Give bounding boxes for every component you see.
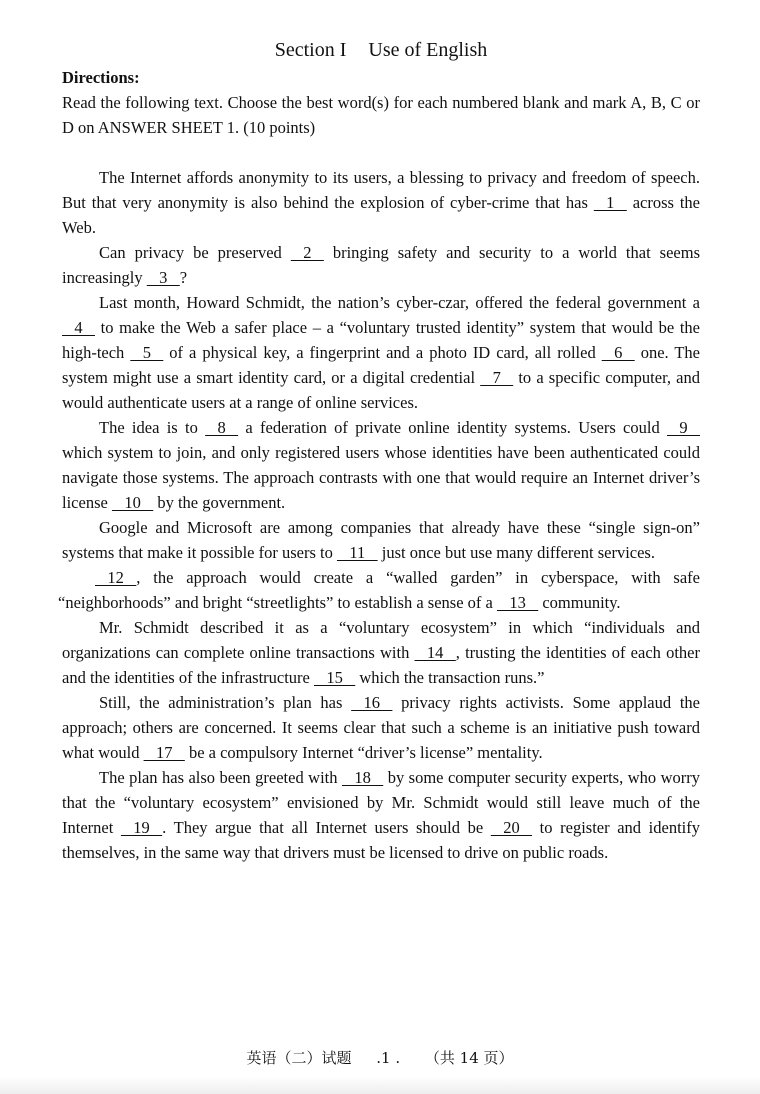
blank-number: 5 [130, 343, 164, 362]
blank-number: 4 [62, 318, 95, 337]
numbered-blank [667, 415, 700, 440]
numbered-blank [602, 340, 635, 365]
paragraph-text: just once but use many different services. [377, 543, 655, 562]
paragraph-text: of a physical key, a fingerprint and a photo ID card, all rolled [163, 343, 602, 362]
paragraph-text: ? [179, 268, 188, 287]
paragraph-text: a federation of private online identity systems. Users could [238, 418, 667, 437]
exam-page [58, 36, 701, 865]
numbered-blank [337, 540, 378, 565]
passage-paragraph [62, 765, 700, 865]
paragraph-text: Mr. Schmidt described it as a “voluntary ecosystem” in which “individuals and organizations can complete online transactions with [62, 618, 700, 662]
numbered-blank [342, 765, 383, 790]
blank-number: 12 [95, 568, 137, 587]
paragraph-text: which system to join, and only registered users whose identities have been authenticated could navigate those systems. The approach contrasts with one that would require an Internet driver’s license [62, 443, 700, 512]
numbered-blank [130, 340, 163, 365]
blank-number: 9 [667, 418, 700, 437]
paragraph-text: across the Web. [62, 193, 700, 237]
numbered-blank [147, 265, 180, 290]
paragraph-text: , the approach would create a “walled garden” in cyberspace, with safe “neighborhoods” and bright “streetlights” to establish a sense of a [58, 568, 700, 612]
directions-text: Read the following text. Choose the best word(s) for each numbered blank and mark A, B, C or D on ANSWER SHEET 1. (10 points) [62, 93, 700, 137]
paragraph-text: by some computer security experts, who worry that the “voluntary ecosystem” envisioned by Mr. Schmidt would still leave much of the Internet [62, 768, 700, 837]
section-title [62, 36, 700, 64]
numbered-blank [480, 365, 513, 390]
paragraph-text: Google and Microsoft are among companies that already have these “single sign-on” systems that make it possible for users to [62, 518, 700, 562]
numbered-blank [95, 565, 136, 590]
cloze-passage [58, 165, 701, 865]
blank-number: 15 [314, 668, 356, 687]
blank-number: 13 [496, 593, 539, 612]
numbered-blank [497, 590, 538, 615]
paragraph-text: The Internet affords anonymity to its users, a blessing to privacy and freedom of speech. But that very anonymity is also behind the explosion of cyber-crime that has [62, 168, 700, 212]
passage-paragraph [62, 615, 700, 690]
paragraph-text: which the transaction runs.” [355, 668, 545, 687]
passage-paragraph [62, 690, 700, 765]
page-footer [0, 1048, 760, 1068]
section-name: Use of English [368, 39, 488, 61]
passage-paragraph [62, 240, 700, 290]
paragraph-text: privacy rights activists. Some applaud the approach; others are concerned. It seems clear that such a scheme is an initiative push toward what would [62, 693, 700, 762]
passage-paragraph [62, 415, 700, 515]
section-number: Section I [274, 39, 347, 61]
numbered-blank [415, 640, 456, 665]
paragraph-text: Last month, Howard Schmidt, the nation’s cyber-czar, offered the federal government a [99, 293, 700, 312]
passage-paragraph [62, 290, 700, 415]
blank-number: 3 [146, 268, 180, 287]
footer-subject: 英语（二）试题 [246, 1049, 352, 1067]
blank-number: 17 [143, 743, 185, 762]
numbered-blank [491, 815, 532, 840]
numbered-blank [112, 490, 153, 515]
blank-number: 6 [601, 343, 635, 362]
paragraph-text: Can privacy be preserved [99, 243, 291, 262]
numbered-blank [144, 740, 185, 765]
paragraph-text: The plan has also been greeted with [99, 768, 342, 787]
paragraph-text: community. [538, 593, 621, 612]
blank-number: 16 [351, 693, 393, 712]
numbered-blank [291, 240, 324, 265]
blank-number: 10 [111, 493, 154, 512]
paragraph-text: . They argue that all Internet users should be [162, 818, 491, 837]
blank-number: 19 [120, 818, 163, 837]
blank-number: 7 [480, 368, 514, 387]
paragraph-text: be a compulsory Internet “driver’s license” mentality. [184, 743, 543, 762]
bottom-shade [0, 1076, 760, 1094]
blank-number: 8 [205, 418, 239, 437]
footer-page-number: .1 . [376, 1049, 401, 1067]
paragraph-text: The idea is to [99, 418, 206, 437]
numbered-blank [205, 415, 238, 440]
passage-paragraph [62, 165, 700, 240]
numbered-blank [314, 665, 355, 690]
paragraph-text: one. The system might use a smart identity card, or a digital credential [62, 343, 700, 387]
blank-number: 18 [341, 768, 384, 787]
footer-total-pages: （共 14 页） [424, 1049, 514, 1067]
blank-number: 11 [336, 543, 378, 562]
paragraph-text: to a specific computer, and would authenticate users at a range of online services. [62, 368, 701, 412]
paragraph-text: to make the Web a safer place – a “voluntary trusted identity” system that would be the high-tech [62, 318, 700, 362]
blank-number: 14 [414, 643, 456, 662]
numbered-blank [121, 815, 162, 840]
paragraph-text: bringing safety and security to a world that seems increasingly [62, 243, 700, 287]
blank-number: 1 [593, 193, 627, 212]
blank-number: 2 [290, 243, 324, 262]
passage-paragraph [62, 515, 700, 565]
passage-paragraph [58, 565, 700, 615]
numbered-blank [62, 315, 95, 340]
numbered-blank [594, 190, 627, 215]
directions-heading: Directions: [62, 68, 140, 87]
paragraph-text: to register and identify themselves, in the same way that drivers must be licensed to drive on public roads. [62, 818, 700, 862]
paragraph-text: by the government. [153, 493, 286, 512]
paragraph-text: Still, the administration’s plan has [99, 693, 352, 712]
paragraph-text: , trusting the identities of each other and the identities of the infrastructure [62, 643, 700, 687]
numbered-blank [351, 690, 392, 715]
blank-number: 20 [490, 818, 533, 837]
